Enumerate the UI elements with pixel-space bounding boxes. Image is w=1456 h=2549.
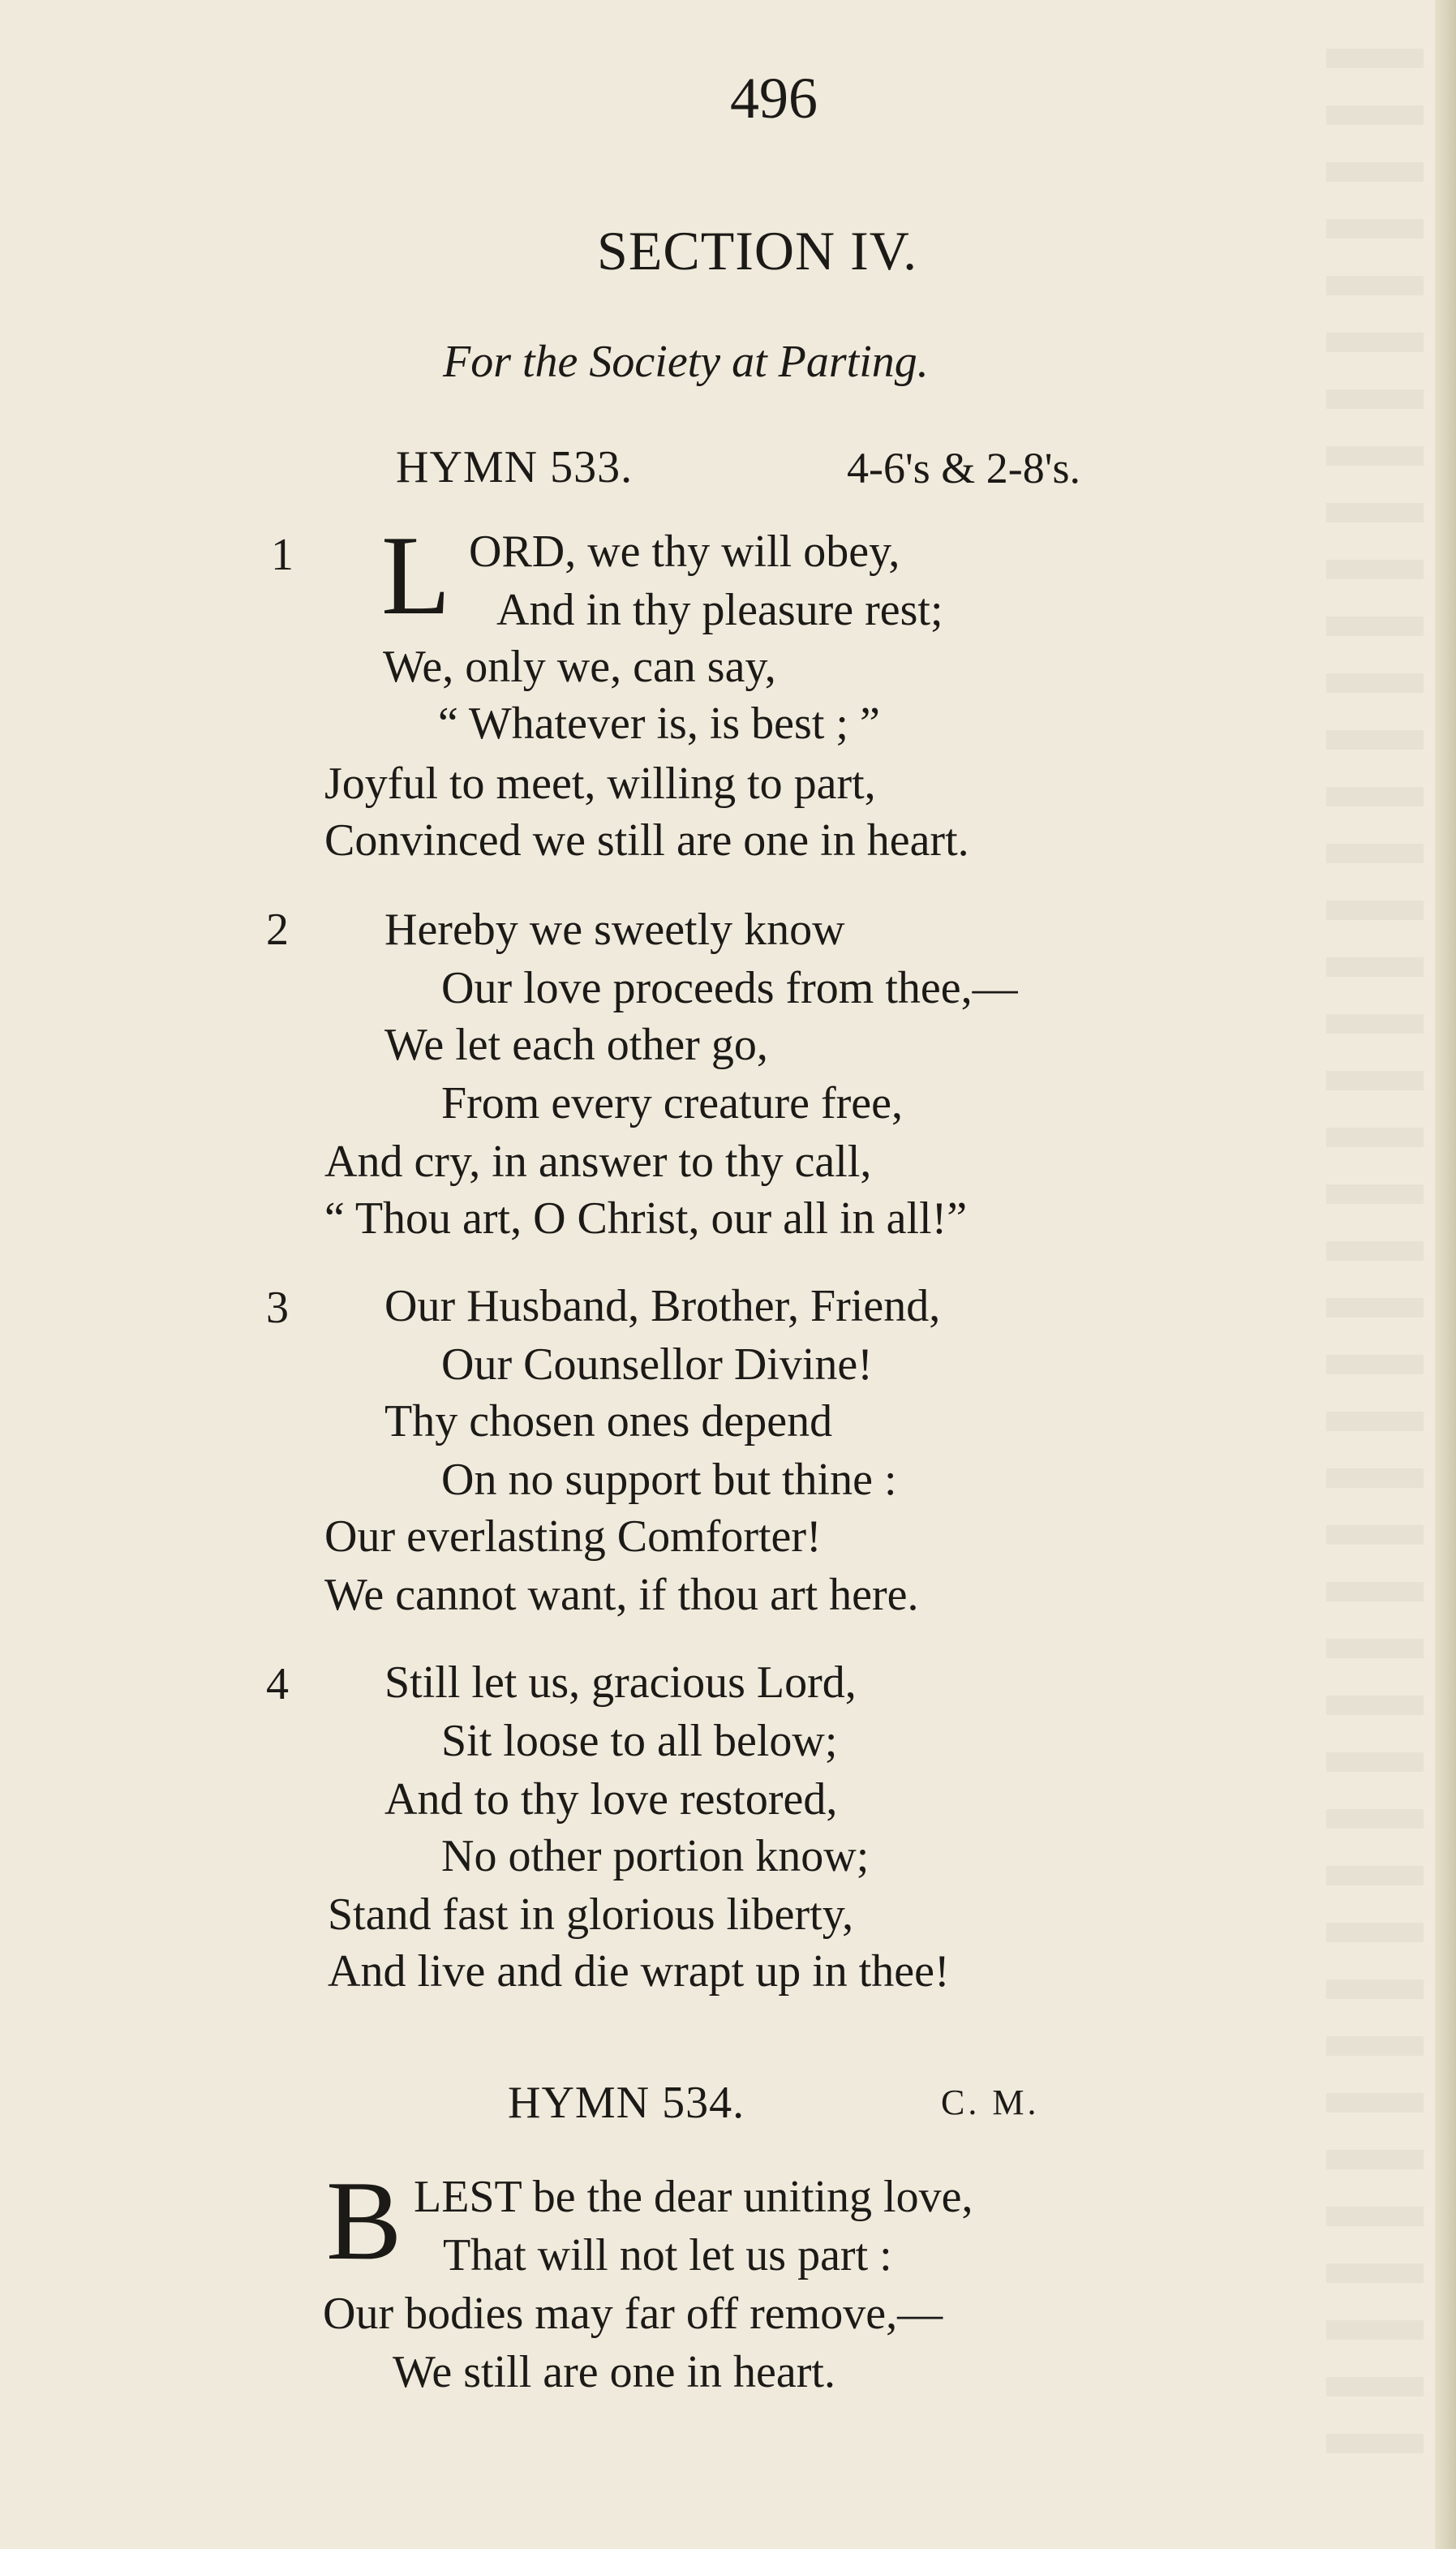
verse-line: Our Counsellor Divine! bbox=[441, 1339, 873, 1390]
verse-line: And in thy pleasure rest; bbox=[496, 585, 943, 635]
bleed-through-text bbox=[1326, 49, 1424, 2482]
verse-line: “ Whatever is, is best ; ” bbox=[438, 699, 880, 749]
verse-number: 4 bbox=[266, 1659, 289, 1709]
verse-number: 2 bbox=[266, 905, 289, 955]
verse-line: Sit loose to all below; bbox=[441, 1716, 838, 1766]
verse-line: Our bodies may far off remove,— bbox=[323, 2289, 943, 2339]
verse-line: And to thy love restored, bbox=[384, 1774, 838, 1825]
section-title: SECTION IV. bbox=[597, 220, 918, 282]
verse-line: No other portion know; bbox=[441, 1831, 870, 1881]
verse-line: Convinced we still are one in heart. bbox=[324, 815, 969, 866]
verse-line: Thy chosen ones depend bbox=[384, 1396, 833, 1446]
section-subtitle: For the Society at Parting. bbox=[443, 337, 929, 387]
verse-number: 1 bbox=[271, 530, 294, 580]
verse-line: We let each other go, bbox=[384, 1020, 768, 1070]
hymn-534-title: HYMN 534. bbox=[508, 2078, 745, 2128]
hymn-534-meter: C. M. bbox=[941, 2083, 1040, 2122]
hymn-533-meter: 4-6's & 2-8's. bbox=[847, 444, 1080, 492]
verse-line: We cannot want, if thou art here. bbox=[324, 1570, 919, 1620]
verse-line: Our love proceeds from thee,— bbox=[441, 963, 1018, 1013]
verse-line: Stand fast in glorious liberty, bbox=[328, 1889, 854, 1940]
page-edge bbox=[1435, 0, 1456, 2549]
verse-line: And cry, in answer to thy call, bbox=[324, 1137, 872, 1187]
verse-number: 3 bbox=[266, 1283, 289, 1333]
verse-line: LEST be the dear uniting love, bbox=[414, 2172, 973, 2222]
verse-line: We still are one in heart. bbox=[393, 2347, 835, 2397]
verse-line: Our everlasting Comforter! bbox=[324, 1511, 822, 1562]
drop-cap: B bbox=[326, 2158, 402, 2284]
verse-line: Our Husband, Brother, Friend, bbox=[384, 1281, 941, 1331]
verse-line: And live and die wrapt up in thee! bbox=[328, 1946, 950, 1997]
page-number: 496 bbox=[730, 66, 818, 131]
verse-line: From every creature free, bbox=[441, 1078, 903, 1128]
verse-line: Still let us, gracious Lord, bbox=[384, 1657, 857, 1708]
hymn-533-title: HYMN 533. bbox=[396, 442, 634, 492]
verse-line: Hereby we sweetly know bbox=[384, 905, 845, 955]
verse-line: On no support but thine : bbox=[441, 1455, 897, 1505]
verse-line: “ Thou art, O Christ, our all in all!” bbox=[324, 1193, 968, 1244]
drop-cap: L bbox=[381, 513, 451, 638]
verse-line: That will not let us part : bbox=[443, 2230, 892, 2280]
verse-line: We, only we, can say, bbox=[383, 642, 776, 692]
verse-line: ORD, we thy will obey, bbox=[469, 527, 900, 577]
verse-line: Joyful to meet, willing to part, bbox=[324, 759, 876, 809]
